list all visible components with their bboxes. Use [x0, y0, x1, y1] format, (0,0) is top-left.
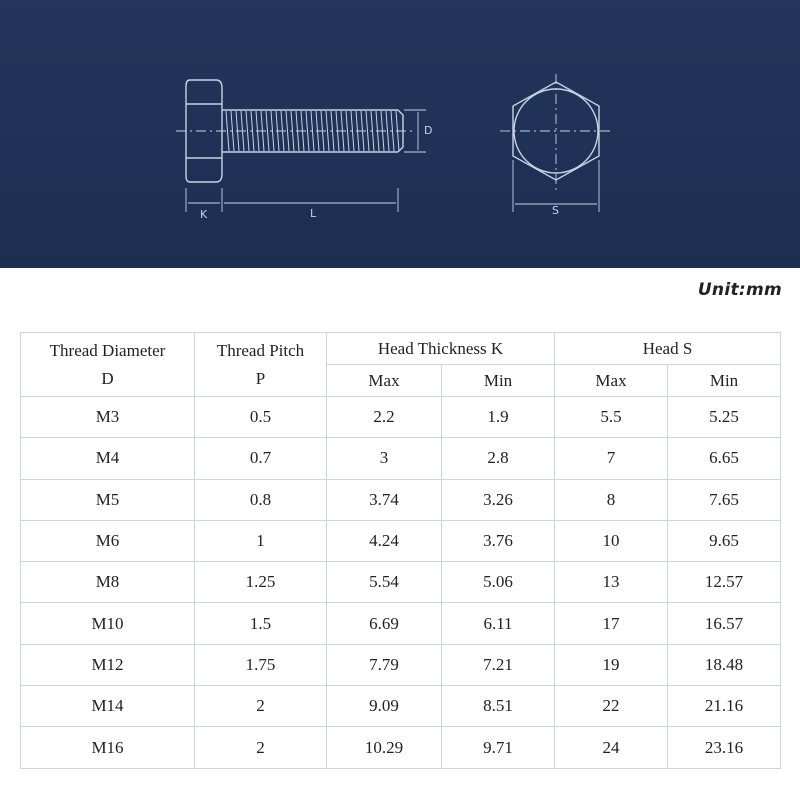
header-thread-pitch [195, 333, 327, 397]
cell-s-min: 21.16 [668, 686, 781, 727]
cell-k-min: 1.9 [442, 397, 555, 438]
cell-s-max: 7 [555, 438, 668, 479]
cell-s-max: 22 [555, 686, 668, 727]
cell-s-max: 13 [555, 562, 668, 603]
bolt-spec-table [20, 332, 781, 769]
cell-thread-diameter: M14 [21, 686, 195, 727]
unit-label: Unit:mm [697, 280, 782, 300]
cell-thread-diameter: M4 [21, 438, 195, 479]
cell-thread-pitch: 0.5 [195, 397, 327, 438]
header-thread-diameter [21, 333, 195, 397]
cell-k-max: 2.2 [327, 397, 442, 438]
cell-thread-pitch: 1 [195, 520, 327, 561]
table-row [21, 520, 781, 561]
cell-s-max: 19 [555, 644, 668, 685]
cell-s-min: 12.57 [668, 562, 781, 603]
cell-k-max: 7.79 [327, 644, 442, 685]
cell-k-min: 3.26 [442, 479, 555, 520]
thread-line [306, 111, 309, 151]
thread-line [286, 111, 289, 151]
cell-thread-diameter: M12 [21, 644, 195, 685]
cell-s-max: 8 [555, 479, 668, 520]
table-row [21, 686, 781, 727]
header-thread-diameter-symbol: D [101, 368, 114, 388]
header-s-min: Min [668, 365, 781, 397]
cell-thread-diameter: M8 [21, 562, 195, 603]
cell-s-min: 5.25 [668, 397, 781, 438]
bolt-diagram-banner [0, 0, 800, 268]
cell-thread-diameter: M5 [21, 479, 195, 520]
cell-s-min: 9.65 [668, 520, 781, 561]
cell-thread-pitch: 2 [195, 727, 327, 768]
cell-thread-pitch: 1.25 [195, 562, 327, 603]
cell-thread-pitch: 1.75 [195, 644, 327, 685]
cell-thread-pitch: 0.8 [195, 479, 327, 520]
thread-line [266, 111, 269, 151]
cell-k-max: 10.29 [327, 727, 442, 768]
table-row [21, 562, 781, 603]
cell-k-max: 9.09 [327, 686, 442, 727]
cell-k-min: 3.76 [442, 520, 555, 561]
cell-k-min: 2.8 [442, 438, 555, 479]
cell-k-min: 5.06 [442, 562, 555, 603]
cell-s-min: 23.16 [668, 727, 781, 768]
cell-s-max: 17 [555, 603, 668, 644]
dimension-label-s: S [552, 204, 559, 217]
cell-k-max: 3 [327, 438, 442, 479]
cell-thread-diameter: M10 [21, 603, 195, 644]
dimension-label-k: K [200, 208, 208, 221]
thread-line [366, 111, 369, 151]
cell-thread-pitch: 1.5 [195, 603, 327, 644]
header-s-max: Max [555, 365, 668, 397]
cell-s-min: 16.57 [668, 603, 781, 644]
table-row [21, 603, 781, 644]
cell-thread-pitch: 0.7 [195, 438, 327, 479]
header-head-thickness: Head Thickness K [327, 333, 555, 365]
cell-thread-pitch: 2 [195, 686, 327, 727]
cell-s-max: 5.5 [555, 397, 668, 438]
table-row [21, 397, 781, 438]
cell-s-max: 24 [555, 727, 668, 768]
thread-line [246, 111, 249, 151]
header-thread-pitch-label: Thread Pitch [216, 340, 305, 360]
cell-s-min: 7.65 [668, 479, 781, 520]
cell-thread-diameter: M16 [21, 727, 195, 768]
bolt-diagram [0, 0, 800, 268]
cell-s-min: 18.48 [668, 644, 781, 685]
cell-s-max: 10 [555, 520, 668, 561]
cell-k-max: 4.24 [327, 520, 442, 561]
dimension-label-d: D [424, 124, 433, 137]
table-row [21, 644, 781, 685]
table-row [21, 727, 781, 768]
cell-k-max: 3.74 [327, 479, 442, 520]
header-thread-pitch-symbol: P [255, 368, 266, 388]
thread-line [326, 111, 329, 151]
header-k-max: Max [327, 365, 442, 397]
header-k-min: Min [442, 365, 555, 397]
cell-k-min: 8.51 [442, 686, 555, 727]
table-row [21, 438, 781, 479]
bolt-head-end-view [500, 74, 612, 212]
cell-thread-diameter: M3 [21, 397, 195, 438]
header-head-s: Head S [555, 333, 781, 365]
bolt-side-view [176, 80, 426, 212]
header-thread-diameter-label: Thread Diameter [49, 340, 166, 360]
cell-thread-diameter: M6 [21, 520, 195, 561]
thread-line [346, 111, 349, 151]
thread-line [386, 111, 389, 151]
thread-line [226, 111, 229, 151]
dimension-label-l: L [310, 207, 317, 220]
cell-k-min: 9.71 [442, 727, 555, 768]
cell-k-max: 6.69 [327, 603, 442, 644]
table-row [21, 479, 781, 520]
cell-k-min: 6.11 [442, 603, 555, 644]
cell-s-min: 6.65 [668, 438, 781, 479]
cell-k-max: 5.54 [327, 562, 442, 603]
cell-k-min: 7.21 [442, 644, 555, 685]
